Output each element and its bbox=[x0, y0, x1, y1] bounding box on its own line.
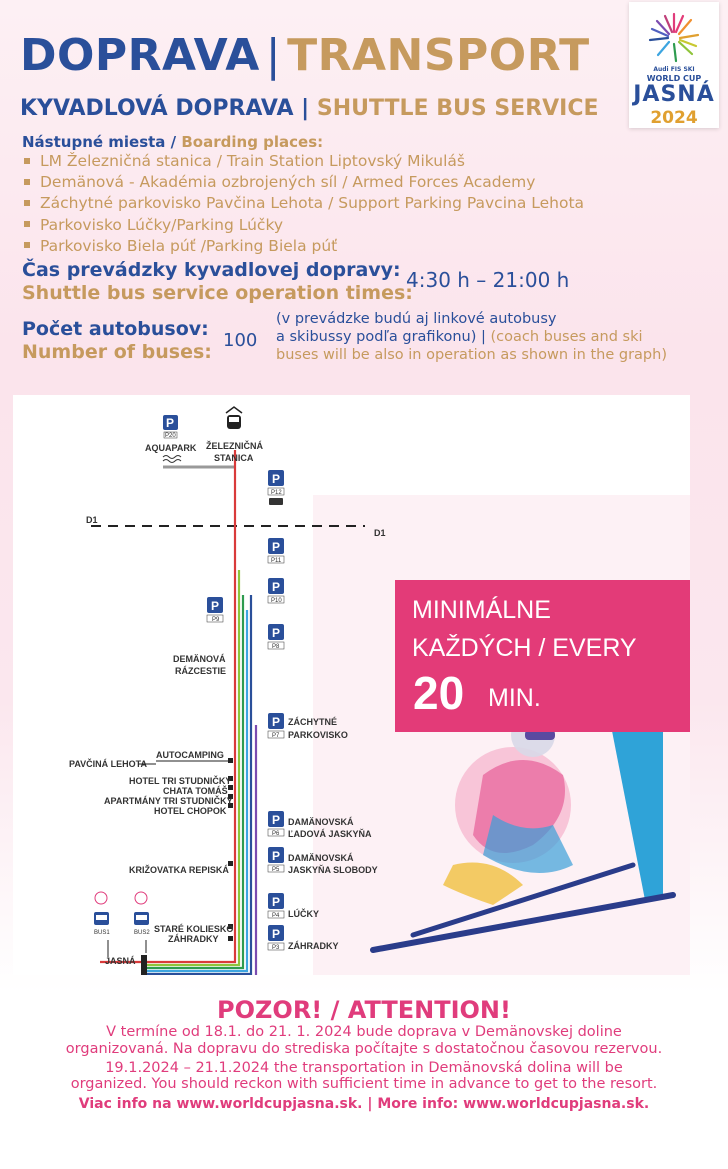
train-icon bbox=[226, 407, 242, 429]
subtitle-en: SHUTTLE BUS SERVICE bbox=[316, 96, 599, 121]
zahradky-right-label: ZÁHRADKY bbox=[288, 941, 339, 951]
station-label-1: ŽELEZNIČNÁ bbox=[206, 441, 263, 451]
demanova-label-1: DEMÄNOVÁ bbox=[173, 654, 226, 664]
parking-tag-p12: P12 bbox=[271, 490, 282, 496]
bus2-label: BUS2 bbox=[134, 930, 150, 936]
attention-sk-line-2: organizovaná. Na dopravu do strediska počítajte s dostatočnou časovou rezervou. bbox=[65, 1041, 663, 1057]
logo-wc-text: WORLD CUP bbox=[646, 74, 702, 83]
bullet-icon bbox=[24, 242, 30, 248]
boarding-item-text: LM Železničná stanica / Train Station Liptovský Mikuláš bbox=[40, 152, 465, 170]
route-line-light-green bbox=[146, 570, 239, 965]
zachytne-label-2: PARKOVISKO bbox=[288, 730, 348, 740]
logo-small-text: Audi FIS SKI bbox=[653, 66, 695, 73]
list-item bbox=[22, 215, 584, 236]
route-lines bbox=[100, 450, 256, 975]
parking-tag-p10: P10 bbox=[271, 598, 282, 604]
logo-flower-icon bbox=[646, 12, 702, 64]
more-info-link[interactable]: Viac info na www.worldcupjasna.sk. | More info: www.worldcupjasna.sk. bbox=[78, 1096, 650, 1112]
parking-tag-p3: P3 bbox=[272, 945, 280, 951]
parking-tag-p5: P5 bbox=[272, 867, 280, 873]
bus-window bbox=[136, 915, 147, 920]
hotel-chopok-label: HOTEL CHOPOK bbox=[154, 806, 227, 816]
ladova-label-2: ĽADOVÁ JASKYŇA bbox=[288, 829, 372, 839]
note-sk-1: (v prevádzke budú aj linkové autobusy bbox=[276, 311, 557, 327]
list-item bbox=[22, 151, 584, 172]
bus-window bbox=[96, 915, 107, 920]
bus-icon bbox=[269, 498, 283, 505]
bus1-label: BUS1 bbox=[94, 930, 110, 936]
parking-letter: P bbox=[272, 849, 281, 863]
bullet-icon bbox=[24, 221, 30, 227]
boarding-heading-sk: Nástupné miesta / bbox=[22, 133, 177, 151]
note-en-1: (coach buses and ski bbox=[490, 329, 643, 345]
bus-count: 100 bbox=[223, 330, 258, 351]
parking-letter: P bbox=[272, 927, 281, 941]
boarding-heading bbox=[22, 133, 323, 151]
page-title bbox=[20, 30, 590, 81]
frequency-line-1: MINIMÁLNE bbox=[412, 596, 551, 624]
parking-letter: P bbox=[272, 895, 281, 909]
repiska-label: KRIŽOVATKA REPISKÁ bbox=[129, 865, 229, 875]
frequency-line-2: KAŽDÝCH / EVERY bbox=[412, 634, 637, 662]
buses-heading-en: Number of buses: bbox=[22, 341, 212, 363]
parking-letter: P bbox=[272, 580, 281, 594]
attention-title-sk: POZOR! / bbox=[217, 996, 340, 1024]
parking-letter: P bbox=[211, 599, 220, 613]
boarding-list bbox=[22, 151, 584, 257]
apartmany-label: APARTMÁNY TRI STUDNIČKY bbox=[104, 796, 233, 806]
hotel-tri-label: HOTEL TRI STUDNIČKY bbox=[129, 776, 232, 786]
parking-tag-p11: P11 bbox=[271, 558, 282, 564]
parking-tag-p8: P8 bbox=[272, 644, 280, 650]
attention-title-en: ATTENTION! bbox=[347, 996, 511, 1024]
slobody-label-1: DAMÄNOVSKÁ bbox=[288, 853, 354, 863]
chata-label: CHATA TOMÁŠ bbox=[163, 786, 228, 796]
station-label-2: STANICA bbox=[214, 453, 254, 463]
autocamping-label: AUTOCAMPING bbox=[156, 750, 224, 760]
parking-tag-p20: P20 bbox=[165, 433, 176, 439]
d1-label-right: D1 bbox=[374, 528, 386, 538]
d1-label-left: D1 bbox=[86, 515, 98, 525]
demanova-label-2: RÁZCESTIE bbox=[175, 666, 227, 676]
list-item bbox=[22, 236, 584, 257]
jasna-terminal bbox=[141, 955, 147, 975]
boarding-item-text: Parkovisko Biela púť /Parking Biela púť bbox=[40, 236, 338, 255]
frequency-unit: MIN. bbox=[488, 684, 541, 712]
bullet-icon bbox=[24, 179, 30, 185]
page-subtitle bbox=[20, 96, 599, 121]
attention-en-line-2: organized. You should reckon with sufficient time in advance to get to the resort. bbox=[70, 1076, 658, 1092]
title-separator: | bbox=[265, 30, 282, 81]
zahradky-left-label: ZÁHRADKY bbox=[168, 934, 219, 944]
title-sk: DOPRAVA bbox=[20, 30, 260, 81]
zachytne-label-1: ZÁCHYTNÉ bbox=[288, 717, 337, 727]
attention-sk-line-1: V termíne od 18.1. do 21. 1. 2024 bude doprava v Demänovskej doline bbox=[106, 1024, 622, 1040]
lucky-label: LÚČKY bbox=[288, 909, 319, 919]
operation-time: 4:30 h – 21:00 h bbox=[406, 268, 570, 292]
aquapark-label: AQUAPARK bbox=[145, 443, 197, 453]
boarding-item-text: Demänová - Akadémia ozbrojených síl / Armed Forces Academy bbox=[40, 173, 536, 192]
mini-logo-icon bbox=[135, 892, 147, 904]
list-item bbox=[22, 193, 584, 214]
attention-en-line-1: 19.1.2024 – 21.1.2024 the transportation in Demänovská dolina will be bbox=[105, 1060, 623, 1076]
parking-letter: P bbox=[272, 715, 281, 729]
bullet-icon bbox=[24, 200, 30, 206]
ladova-label-1: DAMÄNOVSKÁ bbox=[288, 817, 354, 827]
operation-heading-sk: Čas prevádzky kyvadlovej dopravy: bbox=[22, 259, 401, 281]
attention-title bbox=[0, 996, 728, 1024]
parking-letter: P bbox=[166, 416, 175, 430]
parking-tag-p9: P9 bbox=[212, 617, 220, 623]
subtitle-sk: KYVADLOVÁ DOPRAVA | bbox=[20, 96, 310, 121]
boarding-item-text: Parkovisko Lúčky/Parking Lúčky bbox=[40, 215, 284, 234]
operation-heading-en: Shuttle bus service operation times: bbox=[22, 282, 413, 304]
parking-letter: P bbox=[272, 626, 281, 640]
list-item bbox=[22, 172, 584, 193]
pavcina-label: PAVČINÁ LEHOTA bbox=[69, 759, 147, 769]
jasna-label: JASNÁ bbox=[105, 956, 136, 966]
note-en-2: buses will be also in operation as shown in the graph) bbox=[276, 347, 667, 363]
boarding-heading-en: Boarding places: bbox=[181, 133, 324, 151]
slobody-label-2: JASKYŇA SLOBODY bbox=[288, 865, 378, 875]
mini-logo-icon bbox=[95, 892, 107, 904]
buses-note bbox=[276, 310, 676, 364]
parking-letter: P bbox=[272, 540, 281, 554]
title-en: TRANSPORT bbox=[287, 30, 590, 81]
boarding-item-text: Záchytné parkovisko Pavčina Lehota / Support Parking Pavcina Lehota bbox=[40, 194, 585, 213]
parking-letter: P bbox=[272, 813, 281, 827]
bullet-icon bbox=[24, 158, 30, 164]
parking-tag-p4: P4 bbox=[272, 913, 280, 919]
parking-letter: P bbox=[272, 472, 281, 486]
waves-icon bbox=[163, 456, 181, 463]
stare-koliesko-label: STARÉ KOLIESKO bbox=[154, 924, 234, 934]
parking-tag-p7: P7 bbox=[272, 733, 280, 739]
world-cup-logo bbox=[629, 2, 719, 128]
logo-year: 2024 bbox=[650, 108, 698, 128]
logo-name: JASNÁ bbox=[633, 82, 715, 107]
note-sk-2: a skibussy podľa grafikonu) | bbox=[276, 329, 491, 345]
parking-tag-p6: P6 bbox=[272, 831, 280, 837]
frequency-number: 20 bbox=[413, 667, 465, 719]
buses-heading-sk: Počet autobusov: bbox=[22, 318, 209, 340]
